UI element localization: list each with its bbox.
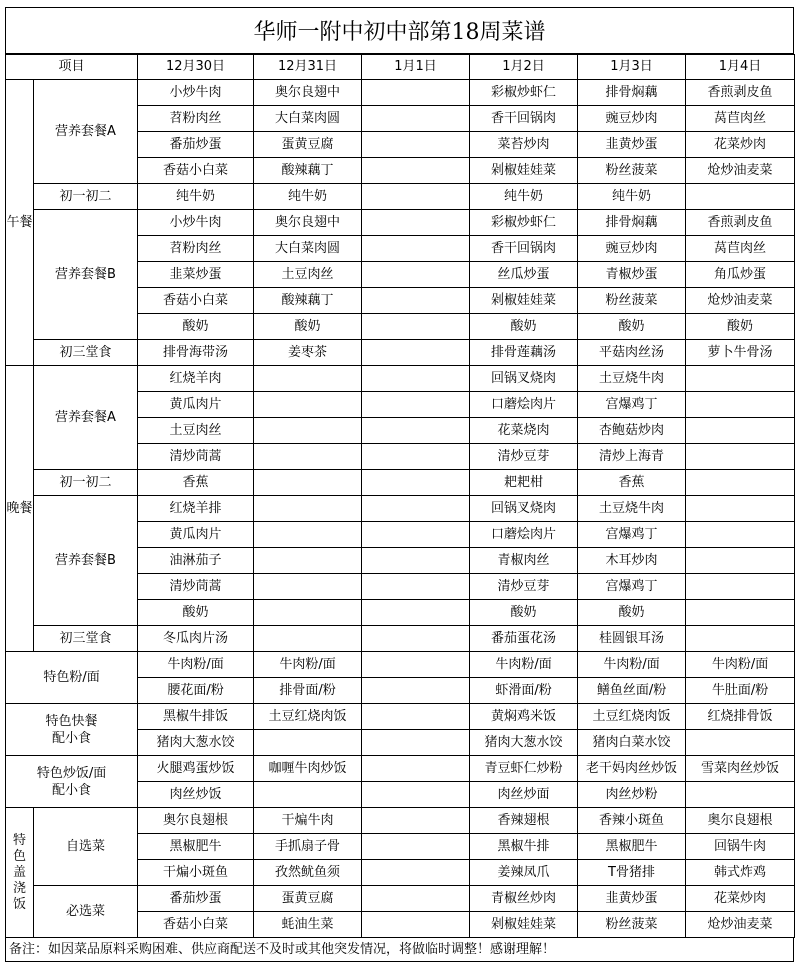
dish-cell	[362, 756, 470, 782]
header-date: 1月1日	[362, 55, 470, 80]
table-row	[6, 470, 795, 496]
dish-cell: 韭黄炒蛋	[578, 132, 686, 158]
dish-cell	[254, 522, 362, 548]
dish-cell: 干煸牛肉	[254, 808, 362, 834]
dish-cell: 番茄炒蛋	[138, 886, 254, 912]
dish-cell: 猪肉大葱水饺	[138, 730, 254, 756]
dish-cell	[362, 782, 470, 808]
dish-cell: 香菇小白菜	[138, 288, 254, 314]
section-label: 营养套餐B	[34, 496, 138, 626]
dish-cell: 雪菜肉丝炒饭	[686, 756, 795, 782]
dish-cell: 清炒茼蒿	[138, 444, 254, 470]
dish-cell: 酸奶	[686, 314, 795, 340]
dish-cell: 香煎剥皮鱼	[686, 210, 795, 236]
dish-cell: 鳝鱼丝面/粉	[578, 678, 686, 704]
dish-cell: 奥尔良翅根	[686, 808, 795, 834]
dish-cell: 排骨焖藕	[578, 210, 686, 236]
dish-cell: 奥尔良翅中	[254, 210, 362, 236]
dish-cell	[362, 730, 470, 756]
section-label: 初三堂食	[34, 340, 138, 366]
dish-cell	[686, 522, 795, 548]
dish-cell: 青椒丝炒肉	[470, 886, 578, 912]
special-label: 特色快餐 配小食	[6, 704, 138, 756]
dish-cell	[686, 418, 795, 444]
dish-cell: 牛肉粉/面	[138, 652, 254, 678]
dish-cell: 青椒肉丝	[470, 548, 578, 574]
section-label: 营养套餐B	[34, 210, 138, 340]
special-label: 特色炒饭/面 配小食	[6, 756, 138, 808]
dish-cell: 大白菜肉圆	[254, 106, 362, 132]
dish-cell: 土豆烧牛肉	[578, 366, 686, 392]
table-row	[6, 366, 795, 392]
dish-cell	[362, 262, 470, 288]
dish-cell	[254, 444, 362, 470]
section-label: 营养套餐A	[34, 80, 138, 184]
section-label: 初三堂食	[34, 626, 138, 652]
dish-cell: 排骨莲藕汤	[470, 340, 578, 366]
dish-cell	[686, 184, 795, 210]
dish-cell: 口蘑烩肉片	[470, 392, 578, 418]
dish-cell: 粉丝菠菜	[578, 158, 686, 184]
dish-cell	[362, 314, 470, 340]
dish-cell	[686, 392, 795, 418]
dish-cell	[254, 730, 362, 756]
dish-cell: 番茄蛋花汤	[470, 626, 578, 652]
dish-cell: 红烧羊肉	[138, 366, 254, 392]
dish-cell	[362, 340, 470, 366]
dish-cell: 土豆红烧肉饭	[254, 704, 362, 730]
dish-cell: 宫爆鸡丁	[578, 392, 686, 418]
dish-cell: 酸奶	[254, 314, 362, 340]
dish-cell: 香蕉	[578, 470, 686, 496]
dish-cell: 口蘑烩肉片	[470, 522, 578, 548]
dish-cell: 孜然鱿鱼须	[254, 860, 362, 886]
dish-cell: 肉丝炒面	[470, 782, 578, 808]
dish-cell: 炝炒油麦菜	[686, 288, 795, 314]
dish-cell: 腰花面/粉	[138, 678, 254, 704]
dish-cell: 清炒茼蒿	[138, 574, 254, 600]
dish-cell	[254, 366, 362, 392]
dish-cell	[362, 574, 470, 600]
dish-cell	[686, 548, 795, 574]
dish-cell	[254, 548, 362, 574]
dish-cell	[686, 470, 795, 496]
dish-cell	[362, 808, 470, 834]
dish-cell	[362, 678, 470, 704]
dish-cell: 丝瓜炒蛋	[470, 262, 578, 288]
dish-cell	[254, 496, 362, 522]
dish-cell: 猪肉大葱水饺	[470, 730, 578, 756]
dish-cell: 黄焖鸡米饭	[470, 704, 578, 730]
dish-cell	[362, 210, 470, 236]
header-item: 项目	[6, 55, 138, 80]
dish-cell: 黄瓜肉片	[138, 392, 254, 418]
dish-cell: 排骨面/粉	[254, 678, 362, 704]
table-row	[6, 210, 795, 236]
dish-cell: 猪肉白菜水饺	[578, 730, 686, 756]
dish-cell: 肉丝炒饭	[138, 782, 254, 808]
header-date: 12月31日	[254, 55, 362, 80]
dish-cell: 纯牛奶	[254, 184, 362, 210]
dish-cell: 牛肉粉/面	[686, 652, 795, 678]
header-date: 1月3日	[578, 55, 686, 80]
dish-cell: 炝炒油麦菜	[686, 912, 795, 938]
dish-cell: 纯牛奶	[138, 184, 254, 210]
dish-cell	[686, 730, 795, 756]
meal-label: 午餐	[6, 80, 34, 366]
dish-cell	[686, 600, 795, 626]
dish-cell: 苕粉肉丝	[138, 236, 254, 262]
dish-cell	[254, 600, 362, 626]
section-label: 自选菜	[34, 808, 138, 886]
dish-cell: 黑椒牛排饭	[138, 704, 254, 730]
dish-cell: 酸辣藕丁	[254, 158, 362, 184]
dish-cell: 蚝油生菜	[254, 912, 362, 938]
dish-cell: 香菇小白菜	[138, 912, 254, 938]
dish-cell: 花菜烧肉	[470, 418, 578, 444]
special-label: 特色粉/面	[6, 652, 138, 704]
footer-note: 备注：如因菜品原料采购困难、供应商配送不及时或其他突发情况，将做临时调整！感谢理解！	[5, 938, 794, 962]
dish-cell: 牛肉粉/面	[254, 652, 362, 678]
dish-cell: 蛋黄豆腐	[254, 132, 362, 158]
dish-cell: 豌豆炒肉	[578, 236, 686, 262]
dish-cell: 粉丝菠菜	[578, 288, 686, 314]
gaijiao-label: 特色盖浇饭	[6, 808, 34, 938]
dish-cell	[362, 392, 470, 418]
dish-cell: 酸奶	[578, 600, 686, 626]
dish-cell: 剁椒娃娃菜	[470, 912, 578, 938]
dish-cell	[254, 392, 362, 418]
dish-cell	[362, 418, 470, 444]
dish-cell: 角瓜炒蛋	[686, 262, 795, 288]
dish-cell: 菜苔炒肉	[470, 132, 578, 158]
dish-cell: 红烧排骨饭	[686, 704, 795, 730]
dish-cell	[254, 626, 362, 652]
dish-cell: 耙耙柑	[470, 470, 578, 496]
dish-cell: 香辣翅根	[470, 808, 578, 834]
dish-cell: 回锅牛肉	[686, 834, 795, 860]
dish-cell	[362, 470, 470, 496]
dish-cell: 酸奶	[470, 314, 578, 340]
dish-cell	[362, 236, 470, 262]
dish-cell: 番茄炒蛋	[138, 132, 254, 158]
dish-cell	[362, 860, 470, 886]
dish-cell	[362, 626, 470, 652]
dish-cell: 土豆烧牛肉	[578, 496, 686, 522]
dish-cell: 牛肉粉/面	[470, 652, 578, 678]
table-row	[6, 496, 795, 522]
dish-cell: 土豆肉丝	[254, 262, 362, 288]
dish-cell: 花菜炒肉	[686, 886, 795, 912]
dish-cell: 排骨焖藕	[578, 80, 686, 106]
dish-cell: 清炒豆芽	[470, 444, 578, 470]
dish-cell: 杏鲍菇炒肉	[578, 418, 686, 444]
dish-cell: 酸奶	[138, 600, 254, 626]
dish-cell	[362, 600, 470, 626]
dish-cell: 肉丝炒粉	[578, 782, 686, 808]
dish-cell: 香煎剥皮鱼	[686, 80, 795, 106]
dish-cell: 豌豆炒肉	[578, 106, 686, 132]
dish-cell: 木耳炒肉	[578, 548, 686, 574]
dish-cell: 黑椒牛排	[470, 834, 578, 860]
dish-cell: 大白菜肉圆	[254, 236, 362, 262]
dish-cell: 清炒豆芽	[470, 574, 578, 600]
table-row	[6, 184, 795, 210]
section-label: 初一初二	[34, 184, 138, 210]
table-row	[6, 886, 795, 912]
dish-cell	[362, 184, 470, 210]
dish-cell: 牛肚面/粉	[686, 678, 795, 704]
dish-cell: 黄瓜肉片	[138, 522, 254, 548]
dish-cell: 回锅叉烧肉	[470, 366, 578, 392]
table-row	[6, 80, 795, 106]
dish-cell: 香干回锅肉	[470, 236, 578, 262]
dish-cell: 火腿鸡蛋炒饭	[138, 756, 254, 782]
dish-cell: 韭黄炒蛋	[578, 886, 686, 912]
dish-cell: 彩椒炒虾仁	[470, 210, 578, 236]
dish-cell: 青豆虾仁炒粉	[470, 756, 578, 782]
dish-cell	[686, 366, 795, 392]
dish-cell: 土豆红烧肉饭	[578, 704, 686, 730]
dish-cell: 干煸小斑鱼	[138, 860, 254, 886]
dish-cell	[362, 106, 470, 132]
table-row	[6, 808, 795, 834]
dish-cell: 平菇肉丝汤	[578, 340, 686, 366]
dish-cell: 牛肉粉/面	[578, 652, 686, 678]
dish-cell: 姜辣凤爪	[470, 860, 578, 886]
dish-cell: 萝卜牛骨汤	[686, 340, 795, 366]
table-row	[6, 756, 795, 782]
menu-sheet	[5, 7, 794, 962]
dish-cell: 黑椒肥牛	[578, 834, 686, 860]
dish-cell: 炝炒油麦菜	[686, 158, 795, 184]
dish-cell	[362, 158, 470, 184]
section-label: 营养套餐A	[34, 366, 138, 470]
dish-cell: 香辣小斑鱼	[578, 808, 686, 834]
dish-cell: 回锅叉烧肉	[470, 496, 578, 522]
dish-cell	[686, 444, 795, 470]
dish-cell: 黑椒肥牛	[138, 834, 254, 860]
dish-cell: 纯牛奶	[470, 184, 578, 210]
dish-cell	[362, 496, 470, 522]
dish-cell	[362, 522, 470, 548]
dish-cell: 莴苣肉丝	[686, 106, 795, 132]
dish-cell: 酸奶	[578, 314, 686, 340]
dish-cell: 苕粉肉丝	[138, 106, 254, 132]
dish-cell	[254, 470, 362, 496]
dish-cell: 咖喱牛肉炒饭	[254, 756, 362, 782]
table-row	[6, 340, 795, 366]
table-row	[6, 704, 795, 730]
dish-cell: 彩椒炒虾仁	[470, 80, 578, 106]
header-date: 12月30日	[138, 55, 254, 80]
dish-cell: 酸奶	[470, 600, 578, 626]
dish-cell	[362, 288, 470, 314]
dish-cell	[362, 912, 470, 938]
dish-cell: 土豆肉丝	[138, 418, 254, 444]
dish-cell	[362, 548, 470, 574]
dish-cell: 宫爆鸡丁	[578, 574, 686, 600]
dish-cell: 韭菜炒蛋	[138, 262, 254, 288]
dish-cell: 手抓扇子骨	[254, 834, 362, 860]
dish-cell	[254, 782, 362, 808]
dish-cell: 剁椒娃娃菜	[470, 158, 578, 184]
dish-cell: 粉丝菠菜	[578, 912, 686, 938]
dish-cell	[686, 626, 795, 652]
dish-cell	[686, 496, 795, 522]
dish-cell	[362, 704, 470, 730]
dish-cell	[362, 834, 470, 860]
dish-cell	[686, 574, 795, 600]
dish-cell: 青椒炒蛋	[578, 262, 686, 288]
table-row	[6, 626, 795, 652]
meal-label: 晚餐	[6, 366, 34, 652]
dish-cell: 香菇小白菜	[138, 158, 254, 184]
section-label: 必选菜	[34, 886, 138, 938]
dish-cell: 花菜炒肉	[686, 132, 795, 158]
dish-cell: 香干回锅肉	[470, 106, 578, 132]
dish-cell: 老干妈肉丝炒饭	[578, 756, 686, 782]
dish-cell	[362, 652, 470, 678]
section-label: 初一初二	[34, 470, 138, 496]
dish-cell: 冬瓜肉片汤	[138, 626, 254, 652]
dish-cell	[362, 444, 470, 470]
dish-cell: 排骨海带汤	[138, 340, 254, 366]
header-date: 1月4日	[686, 55, 795, 80]
dish-cell: 宫爆鸡丁	[578, 522, 686, 548]
dish-cell: 红烧羊排	[138, 496, 254, 522]
dish-cell: 酸奶	[138, 314, 254, 340]
dish-cell: 油淋茄子	[138, 548, 254, 574]
menu-table	[5, 54, 795, 938]
dish-cell: 桂圆银耳汤	[578, 626, 686, 652]
dish-cell: 虾滑面/粉	[470, 678, 578, 704]
dish-cell: 清炒上海青	[578, 444, 686, 470]
dish-cell: 奥尔良翅根	[138, 808, 254, 834]
dish-cell: 韩式炸鸡	[686, 860, 795, 886]
dish-cell: 小炒牛肉	[138, 80, 254, 106]
dish-cell	[362, 886, 470, 912]
dish-cell: 姜枣茶	[254, 340, 362, 366]
header-row	[6, 55, 795, 80]
dish-cell	[686, 782, 795, 808]
dish-cell: 蛋黄豆腐	[254, 886, 362, 912]
dish-cell: 酸辣藕丁	[254, 288, 362, 314]
header-date: 1月2日	[470, 55, 578, 80]
dish-cell: 香蕉	[138, 470, 254, 496]
dish-cell	[362, 366, 470, 392]
dish-cell: 莴苣肉丝	[686, 236, 795, 262]
dish-cell: 奥尔良翅中	[254, 80, 362, 106]
dish-cell	[362, 80, 470, 106]
table-row	[6, 652, 795, 678]
dish-cell	[254, 418, 362, 444]
dish-cell: 剁椒娃娃菜	[470, 288, 578, 314]
dish-cell: 纯牛奶	[578, 184, 686, 210]
dish-cell	[254, 574, 362, 600]
dish-cell: T骨猪排	[578, 860, 686, 886]
dish-cell: 小炒牛肉	[138, 210, 254, 236]
menu-title: 华师一附中初中部第18周菜谱	[5, 7, 794, 54]
dish-cell	[362, 132, 470, 158]
